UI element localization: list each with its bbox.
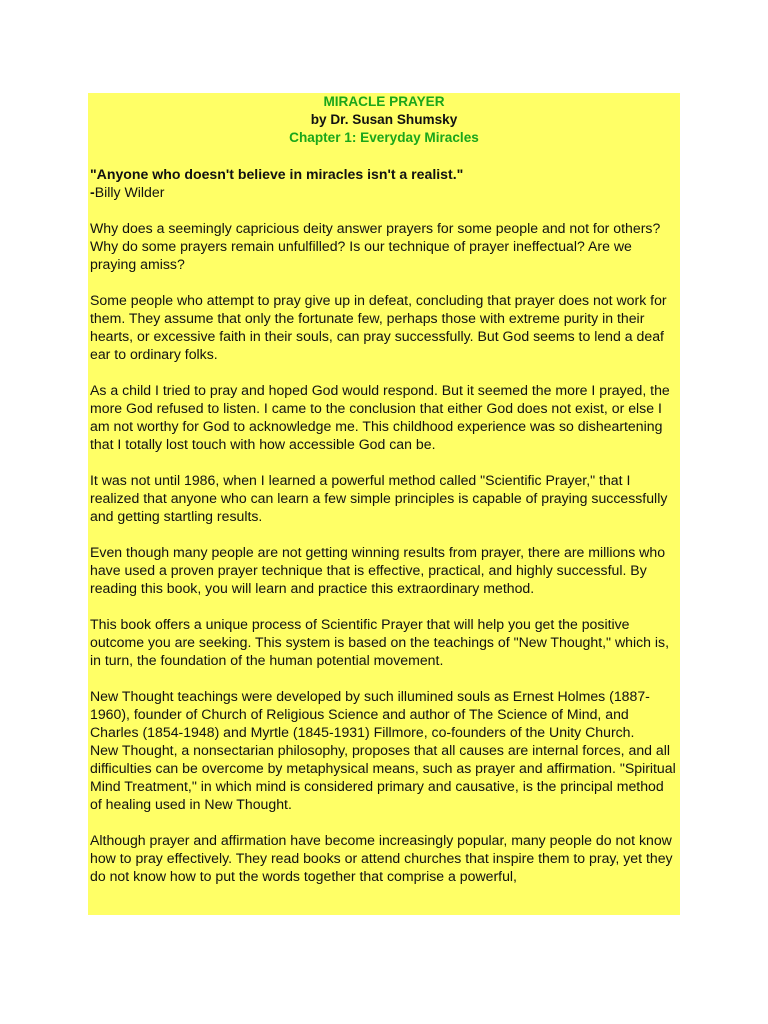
paragraph-1: Why does a seemingly capricious deity answer prayers for some people and not for others? Why do some prayers remain unfulfilled? Is our technique of prayer ineffectual? Are we praying amiss? (90, 220, 661, 272)
paragraph-5: Even though many people are not getting winning results from prayer, there are millions who have used a proven prayer technique that is effective, practical, and highly successful. By reading this book, you will learn and practice this extraordinary method. (90, 544, 666, 596)
paragraph-3: As a child I tried to pray and hoped God would respond. But it seemed the more I prayed, the more God refused to listen. I came to the conclusion that either God does not exist, or else I am not worthy for God to acknowledge me. This childhood experience was so disheartening that I totally lost touch with how accessible God can be. (90, 382, 670, 452)
document-header (90, 93, 678, 147)
attribution-dash: - (90, 184, 95, 200)
paragraph-2: Some people who attempt to pray give up in defeat, concluding that prayer does not work for them. They assume that only the fortunate few, perhaps those with extreme purity in their hearts, or excessive faith in their souls, can pray successfully. But God seems to lend a deaf ear to ordinary folks. (90, 292, 667, 362)
book-title: MIRACLE PRAYER (323, 94, 445, 109)
paragraph-8: New Thought, a nonsectarian philosophy, proposes that all causes are internal forces, and all difficulties can be overcome by metaphysical means, such as prayer and affirmation. "Spiritual Mind Treatment," in which mind is considered primary and causative, is the principal method of healing used in New Thought. (90, 742, 676, 812)
chapter-title: Chapter 1: Everyday Miracles (289, 130, 479, 145)
epigraph-quote: "Anyone who doesn't believe in miracles isn't a realist." (90, 166, 464, 182)
document-content (88, 93, 680, 885)
epigraph-attribution (90, 183, 678, 201)
book-author: by Dr. Susan Shumsky (310, 112, 458, 127)
attribution-name: Billy Wilder (94, 184, 165, 200)
paragraph-6: This book offers a unique process of Scientific Prayer that will help you get the positive outcome you are seeking. This system is based on the teachings of "New Thought," which is, in turn, the foundation of the human potential movement. (90, 616, 670, 668)
document-page (88, 93, 680, 915)
paragraph-7: New Thought teachings were developed by such illumined souls as Ernest Holmes (1887-1960), founder of Church of Religious Science and author of The Science of Mind, and Charles (1854-1948) and Myrtle (1845-1931) Fillmore, co-founders of the Unity Church. (90, 688, 650, 740)
paragraph-4: It was not until 1986, when I learned a powerful method called "Scientific Prayer," that I realized that anyone who can learn a few simple principles is capable of praying successfully and getting startling results. (90, 472, 668, 524)
paragraph-9: Although prayer and affirmation have become increasingly popular, many people do not know how to pray effectively. They read books or attend churches that inspire them to pray, yet they do not know how to put the words together that comprise a powerful, (90, 832, 673, 884)
